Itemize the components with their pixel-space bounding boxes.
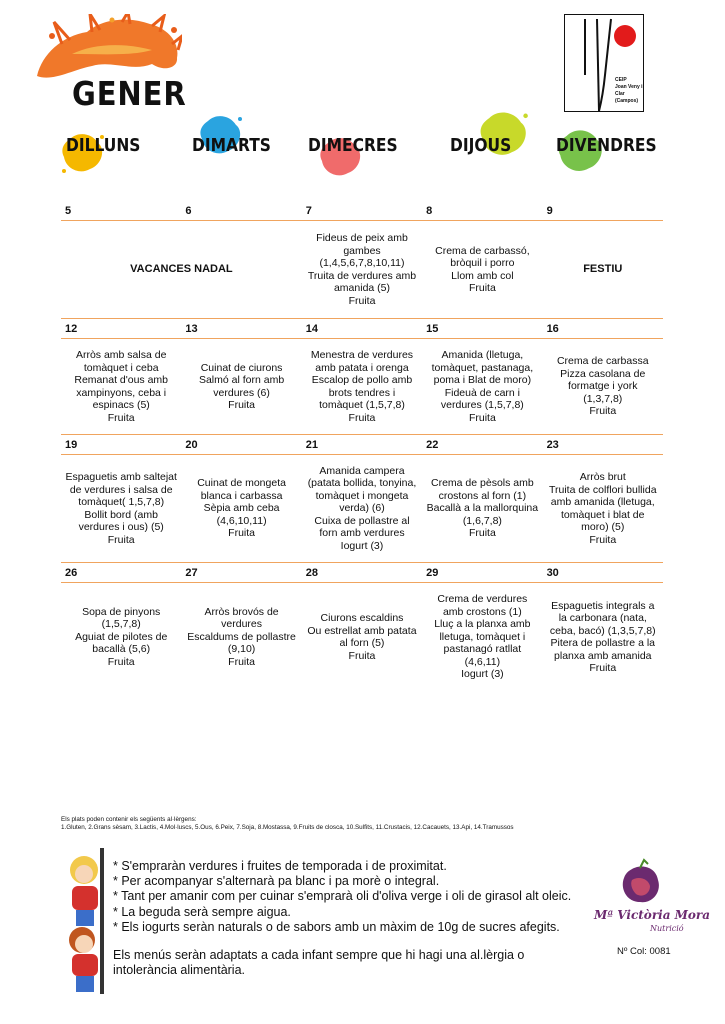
- day-label: DIMECRES: [308, 135, 398, 156]
- day-number: 30: [546, 567, 559, 579]
- note-line: * Per acompanyar s'alternarà pa blanc i pa morè o integral.: [113, 874, 440, 889]
- menu-cell: Crema de pèsols amb crostons al forn (1) Bacallà a la mallorquina (1,6,7,8) Fruita: [426, 477, 539, 540]
- menu-cell: Sopa de pinyons (1,5,7,8) Aguiat de pilotes de bacallà (5,6) Fruita: [75, 605, 168, 668]
- day-number: 20: [185, 439, 198, 451]
- children-illustration: [66, 848, 106, 994]
- note-line: * La beguda serà sempre aigua.: [113, 904, 291, 919]
- menu-cell: Crema de carbassó, bròquil i porro Llom amb col Fruita: [435, 244, 530, 294]
- day-number: 26: [65, 567, 78, 579]
- menu-cell: Espaguetis integrals a la carbonara (nata, ceba, bacó) (1,3,5,7,8) Pitera de pollastre a la planxa amb amanida Fruita: [549, 599, 656, 674]
- day-number: 29: [426, 567, 439, 579]
- menu-cell: Arròs brut Truita de colflori bullida amb amanida (lletuga, tomàquet i blat de moro) (5) Fruita: [548, 471, 657, 546]
- day-number-row: [61, 435, 663, 455]
- menu-cell: Ciurons escaldins Ou estrellat amb patata al forn (5) Fruita: [307, 612, 417, 662]
- day-number-row: [61, 563, 663, 583]
- day-number: 8: [426, 205, 433, 217]
- school-logo-line: (Campos): [615, 98, 639, 104]
- school-logo-line: Joan Veny i: [615, 84, 643, 90]
- day-number: 23: [546, 439, 559, 451]
- day-number: 15: [426, 323, 439, 335]
- holiday-label: VACANCES NADAL: [130, 263, 233, 276]
- day-label: DIJOUS: [450, 135, 512, 156]
- week-row: [61, 201, 663, 319]
- month-title: GENER: [72, 74, 187, 113]
- day-number: 21: [305, 439, 319, 451]
- day-number: 19: [65, 439, 78, 451]
- school-logo-line: Clar: [615, 91, 625, 97]
- menu-cell: Cuinat de ciurons Salmó al forn amb verdures (6) Fruita: [198, 361, 285, 411]
- menu-cell: Crema de carbassa Pizza casolana de formatge i york (1,3,7,8) Fruita: [556, 355, 649, 418]
- day-number: 16: [546, 323, 559, 335]
- holiday-label: FESTIU: [583, 263, 623, 276]
- day-number: 27: [185, 567, 198, 579]
- college-number: Nº Col: 0081: [617, 946, 671, 957]
- day-number: 13: [185, 323, 198, 335]
- day-label: DIVENDRES: [556, 135, 657, 156]
- day-number: 5: [65, 205, 72, 217]
- nutritionist-role: Nutrició: [650, 924, 684, 933]
- day-label: DILLUNS: [66, 135, 141, 156]
- menu-cell: Amanida campera (patata bollida, tonyina, tomàquet i mongeta verda) (6) Cuixa de pollastre al forn amb verdures Iogurt (3): [307, 464, 417, 552]
- menu-cell: Fideus de peix amb gambes (1,4,5,6,7,8,10,11) Truita de verdures amb amanida (5) Fruita: [307, 232, 417, 307]
- allergen-note: [61, 816, 514, 832]
- day-number-row: [61, 319, 663, 339]
- day-number: 28: [305, 567, 319, 579]
- week-row: [61, 435, 663, 563]
- day-number: 12: [65, 323, 78, 335]
- allergen-intro: Els plats poden contenir els següents al·lèrgens:: [61, 816, 197, 823]
- week-row: [61, 319, 663, 435]
- day-number: 9: [546, 205, 553, 217]
- day-number: 14: [305, 323, 319, 335]
- day-label: DIMARTS: [192, 135, 271, 156]
- day-number: 22: [426, 439, 439, 451]
- menu-cell: Menestra de verdures amb patata i orenga Escalop de pollo amb brots tendres i tomàquet (1,5,7,8) Fruita: [310, 349, 414, 424]
- day-number-row: [61, 201, 663, 221]
- week-row: [61, 563, 663, 691]
- menu-cell: Espaguetis amb saltejat de verdures i salsa de tomàquet( 1,5,7,8) Bollit bord (amb verdures i ous) (5) Fruita: [65, 471, 177, 546]
- note-line: * Els iogurts seràn naturals o de sabors amb un màxim de 10g de sucres afegits.: [113, 919, 560, 934]
- menu-notes: [113, 859, 571, 935]
- day-number: 6: [185, 205, 192, 217]
- menu-cell: Cuinat de mongeta blanca i carbassa Sèpia amb ceba (4,6,10,11) Fruita: [197, 477, 286, 540]
- nutritionist-name: Mª Victòria Mora: [594, 908, 711, 922]
- school-logo-line: CEIP: [615, 77, 627, 83]
- note-line: * Tant per amanir com per cuinar s'emprarà oli d'oliva verge i oli de girasol alt oleic.: [113, 889, 572, 904]
- school-logo: [564, 14, 644, 112]
- menu-cell: Amanida (lletuga, tomàquet, pastanaga, poma i Blat de moro) Fideuà de carn i verdures (1,5,7,8) Fruita: [431, 349, 534, 424]
- note-line: * S'empraràn verdures i fruites de temporada i de proximitat.: [113, 859, 447, 873]
- menu-calendar: [61, 201, 663, 691]
- menu-cell: Crema de verdures amb crostons (1) Lluç a la planxa amb lletuga, tomàquet i pastanagó ratllat (4,6,11) Iogurt (3): [434, 593, 531, 681]
- menu-cell: Arròs brovós de verdures Escaldums de pollastre (9,10) Fruita: [187, 605, 296, 668]
- adaptation-note: Els menús seràn adaptats a cada infant sempre que hi hagi una al.lèrgia o intolerància alimentària.: [113, 948, 525, 978]
- allergen-list: 1.Gluten, 2.Grans sèsam, 3.Lactis, 4.Mol·luscs, 5.Ous, 6.Peix, 7.Soja, 8.Mostassa, 9.Fruits de closca, 10.Sulfits, 11.Crustacis, 12.Cacauets, 13.Api, 14.Tramussos: [61, 824, 514, 831]
- menu-cell: Arròs amb salsa de tomàquet i ceba Remanat d'ous amb xampinyons, ceba i espinacs (5) Fruita: [74, 349, 169, 424]
- day-number: 7: [305, 205, 312, 217]
